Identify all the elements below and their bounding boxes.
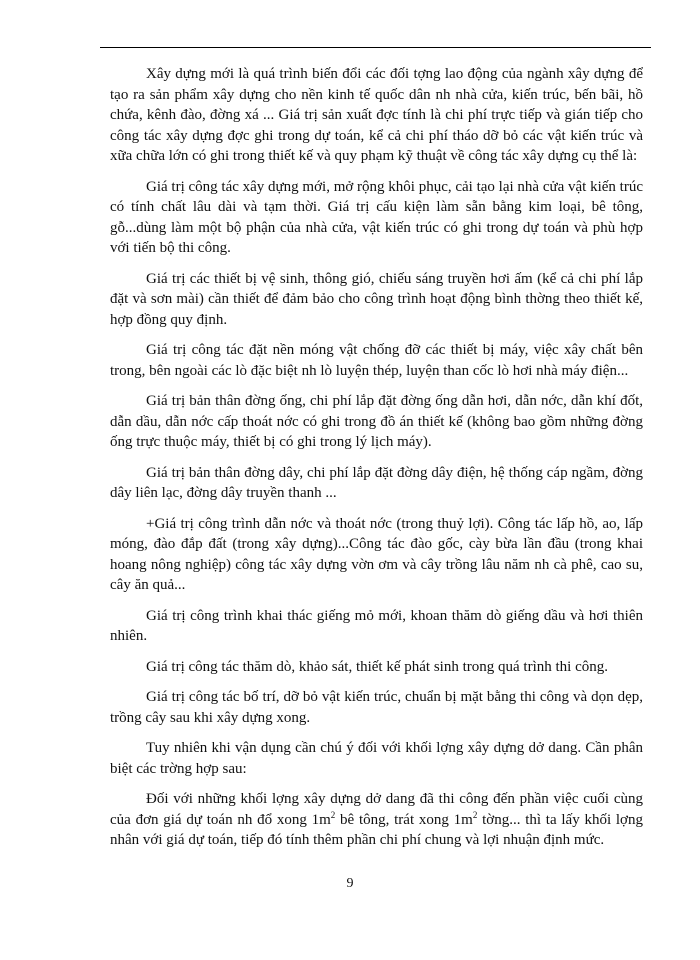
superscript: 2 — [330, 809, 336, 820]
paragraph: Giá trị công tác đặt nền móng vật chống đỡ các thiết bị máy, việc xây chất bên trong, bên ngoài các lò đặc biệt nh lò luyện thép, luyện than cốc lò hơi nhà máy điện... — [110, 342, 643, 379]
paragraph: Giá trị công tác thăm dò, khảo sát, thiết kế phát sinh trong quá trình thi công. — [146, 658, 608, 675]
paragraph: Xây dựng mới là quá trình biến đổi các đối tợng lao động của ngành xây dựng để tạo ra sản phẩm xây dựng cho nền kinh tế quốc dân nh nhà cửa, kiến trúc, bến bãi, hồ chứa, kênh đào, đờng xá ... Giá trị sản xuất đợc tính là chi phí trực tiếp và gián tiếp cho công tác xây dựng đợc ghi trong dự toán, kể cả chi phí tháo dỡ bỏ các vật kiến trúc và xữa chữa lớn có ghi trong thiết kế và quy phạm kỹ thuật về công tác xây dựng cụ thể là: — [110, 66, 643, 164]
header-rule — [100, 47, 651, 48]
paragraph: +Giá trị công trình dẫn nớc và thoát nớc (trong thuỷ lợi). Công tác lấp hồ, ao, lấp móng, đào đắp đất (trong xây dựng)...Công tác đào gốc, cày bừa lần đầu (trong khai hoang nông nghiệp) công tác xây dựng vờn ơm và cây trồng lâu năm nh cà phê, cao su, cây ăn quả... — [110, 515, 643, 593]
paragraph: Giá trị các thiết bị vệ sinh, thông gió, chiếu sáng truyền hơi ấm (kể cả chi phí lắp đặt và sơn mài) cần thiết để đảm bảo cho công trình hoạt động bình thờng theo thiết kế, hợp đồng quy định. — [110, 270, 643, 328]
paragraph: Giá trị công trình khai thác giếng mỏ mới, khoan thăm dò giếng dầu và hơi thiên nhiên. — [110, 607, 643, 644]
paragraph: Giá trị bản thân đờng dây, chi phí lắp đặt đờng dây điện, hệ thống cáp ngầm, đờng dây liên lạc, đờng dây truyền thanh ... — [110, 464, 643, 501]
paragraph: Giá trị công tác bố trí, dỡ bỏ vật kiến trúc, chuẩn bị mặt bằng thi công và dọn dẹp, trồng cây sau khi xây dựng xong. — [110, 689, 643, 726]
body-text — [110, 64, 643, 861]
page-number: 9 — [346, 876, 354, 891]
text-run: tờng... thì ta lấy khối lợng nhân với giá dự toán, tiếp đó tính thêm phần chi phí chung và lợi nhuận định mức. — [110, 811, 643, 848]
paragraph: Giá trị công tác xây dựng mới, mở rộng khôi phục, cải tạo lại nhà cửa vật kiến trúc có tính chất lâu dài và tạm thời. Giá trị cấu kiện làm sẵn bằng kim loại, bê tông, gỗ...dùng làm một bộ phận của nhà cửa, vật kiến trúc có ghi trong dự toán và phù hợp với tiến bộ thi công. — [110, 178, 643, 256]
paragraph: Giá trị bản thân đờng ống, chi phí lắp đặt đờng ống dẫn hơi, dẫn nớc, dẫn khí đốt, dẫn dầu, dẫn nớc cấp thoát nớc có ghi trong đồ án thiết kế (không bao gồm những đờng ống trực thuộc máy, thiết bị có ghi trong lý lịch máy). — [110, 393, 643, 450]
text-run: bê tông, trát xong 1m — [335, 811, 473, 828]
paragraph-last — [110, 789, 643, 851]
text-run: Đối với những khối lợng xây dựng dở dang đã thi công đến phần việc cuối cùng của đơn giá dự toán nh đổ xong 1m — [110, 791, 643, 828]
paragraph: Tuy nhiên khi vận dụng cần chú ý đối với khối lợng xây dựng dở dang. Cần phân biệt các trờng hợp sau: — [110, 740, 643, 777]
superscript: 2 — [472, 809, 478, 820]
